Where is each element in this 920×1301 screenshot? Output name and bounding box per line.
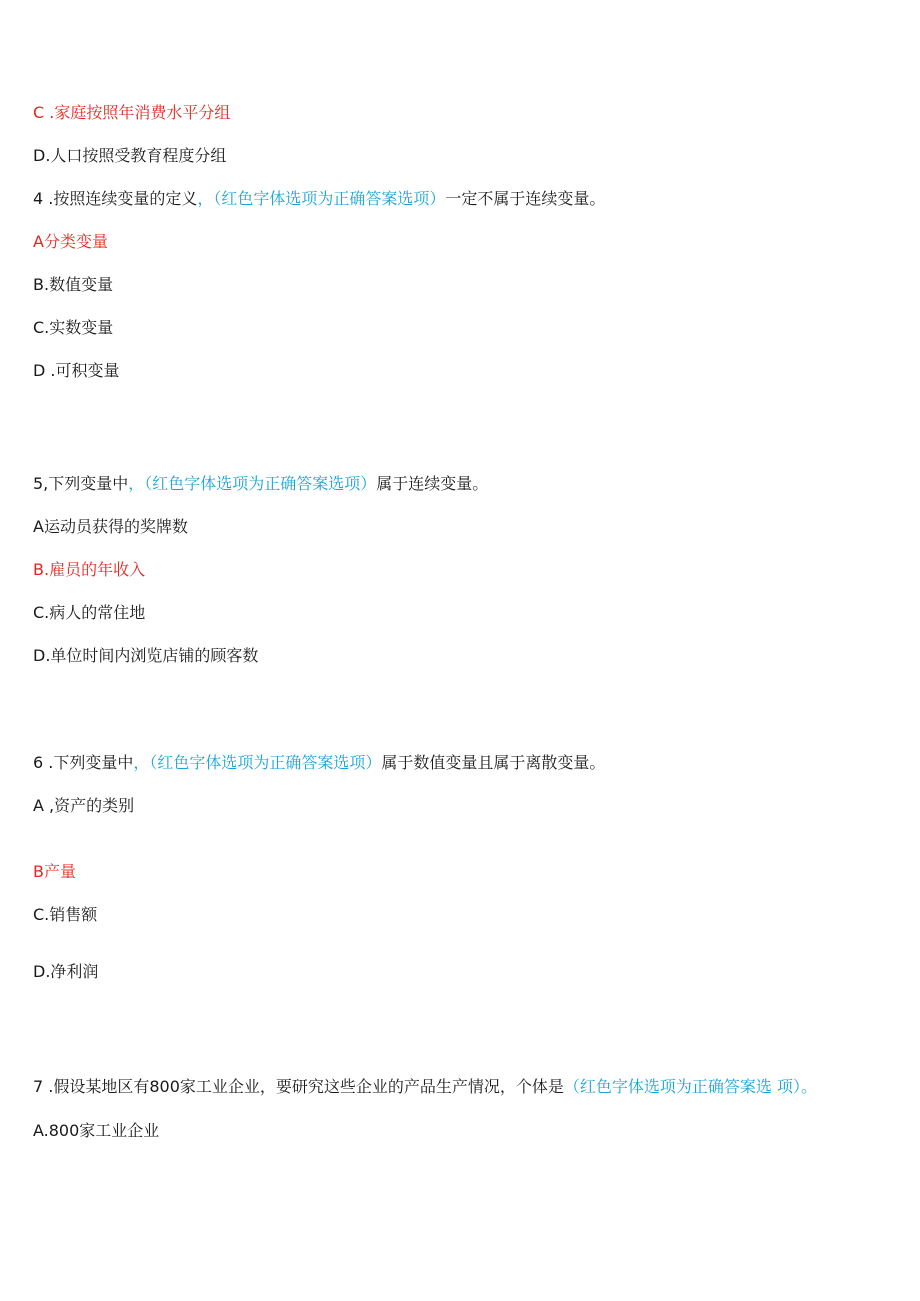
q5-answer-hint: ，（红色字体选项为正确答案选项） (128, 474, 377, 493)
q4-option-d: D .可积变量 (33, 361, 120, 380)
q7-stem (33, 1077, 817, 1097)
q3-option-d: D.人口按照受教育程度分组 (33, 146, 227, 165)
q6-option-a: A ,资产的类别 (33, 796, 135, 815)
q6-stem (33, 753, 605, 773)
q3-option-c-correct: C .家庭按照年消费水平分组 (33, 103, 231, 122)
q7-answer-hint: （红色字体选项为正确答案选 项）。 (563, 1077, 817, 1096)
q5-stem-tail: 属于连续变量。 (376, 474, 489, 493)
q6-answer-hint: ，（红色字体选项为正确答案选项） (133, 753, 382, 772)
q4-stem-text: 4 .按照连续变量的定义 (33, 189, 198, 208)
q5-option-b-correct: B.雇员的年收入 (33, 560, 146, 579)
q6-option-b-correct: B产量 (33, 862, 76, 881)
q6-option-c: C.销售额 (33, 905, 98, 924)
q4-option-b: B.数值变量 (33, 275, 114, 294)
q5-option-d: D.单位时间内浏览店铺的顾客数 (33, 646, 259, 665)
q4-stem (33, 189, 605, 209)
q5-stem-text: 5,下列变量中 (33, 474, 129, 493)
q4-stem-tail: 一定不属于连续变量。 (445, 189, 606, 208)
q5-option-a: A运动员获得的奖牌数 (33, 517, 188, 536)
q6-option-d: D.净利润 (33, 962, 99, 981)
q6-stem-text: 6 .下列变量中 (33, 753, 134, 772)
q7-stem-text: 7 .假设某地区有800家工业企业，要研究这些企业的产品生产情况，个体是 (33, 1077, 564, 1096)
q4-option-c: C.实数变量 (33, 318, 114, 337)
q4-answer-hint: ，（红色字体选项为正确答案选项） (197, 189, 446, 208)
q6-stem-tail: 属于数值变量且属于离散变量。 (381, 753, 606, 772)
q4-option-a-correct: A分类变量 (33, 232, 108, 251)
q5-stem (33, 474, 488, 494)
q7-option-a: A.800家工业企业 (33, 1121, 160, 1140)
q5-option-c: C.病人的常住地 (33, 603, 146, 622)
